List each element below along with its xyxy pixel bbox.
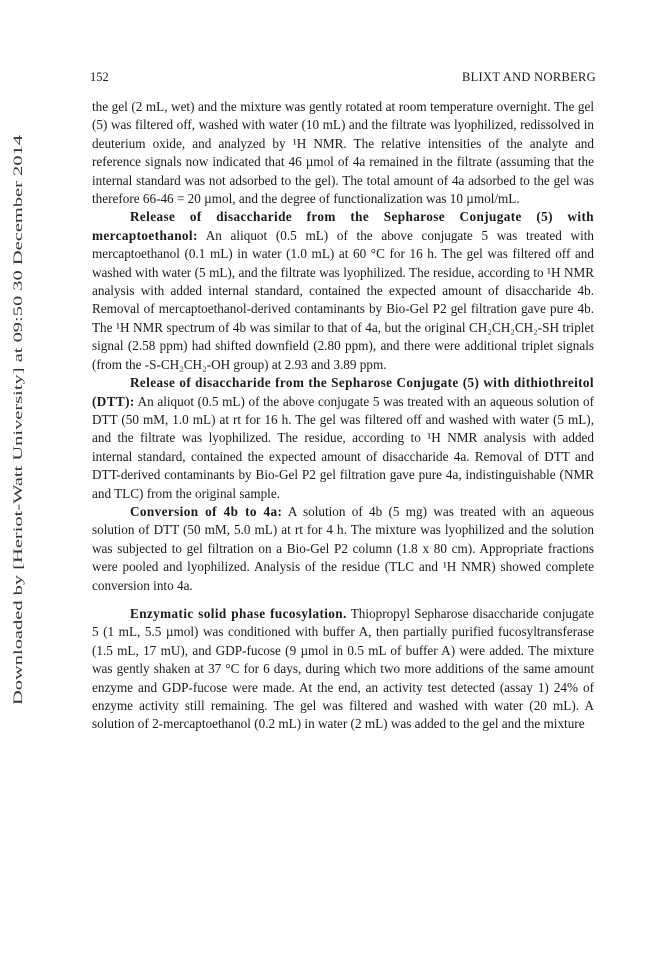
section-heading-dtt: Release of disaccharide from the Sepharose Conjugate (5) with dithiothreitol (DTT): xyxy=(92,375,594,409)
download-stamp-text: Downloaded by [Heriot-Watt University] at 09:50 30 December 2014 xyxy=(11,356,25,705)
page-number: 152 xyxy=(90,70,109,84)
paragraph-fucosylation xyxy=(92,605,594,734)
paragraph-continuation: the gel (2 mL, wet) and the mixture was gently rotated at room temperature overnight. The gel (5) was filtered off, washed with water (10 mL) and the filtrate was lyophilized, redissolved in deuterium oxide, and analyzed by ¹H NMR. The relative intensities of the analyte and reference signals now indicated that 46 µmol of 4a remained in the filtrate (assuming that the internal standard was not adsorbed to the gel). The total amount of 4a adsorbed to the gel was therefore 66-46 = 20 µmol, and the degree of functionalization was 10 µmol/mL. xyxy=(92,99,594,207)
paragraph-text: An aliquot (0.5 mL) of the above conjugate 5 was treated with an aqueous solution of DTT (50 mM, 1.0 mL) at rt for 16 h. The gel was filtered off and washed with water (5 mL), and the filtrate was lyophilized. The residue, according to ¹H NMR analysis with added internal standard, contained the expected amount of disaccharide 4a. Removal of DTT and DTT-derived contaminants by Bio-Gel P2 gel filtration gave pure 4a, indistinguishable (NMR and TLC) from the original sample. xyxy=(92,393,594,501)
paragraph-conversion xyxy=(92,503,594,595)
section-heading-conversion: Conversion of 4b to 4a: xyxy=(130,503,283,519)
paragraph-text: Thiopropyl Sepharose disaccharide conjugate 5 (1 mL, 5.5 µmol) was conditioned with buffer A, then partially purified fucosyltransferase (1.5 mL, 17 mU), and GDP-fucose (9 µmol in 0.5 mL of buffer A) were added. The mixture was gently shaken at 37 °C for 6 days, during which two more additions of the same amount enzyme and GDP-fucose were made. At the end, an activity test detected (assay 1) 24% of enzyme activity still remaining. The gel was filtered and washed with water (20 mL). A solution of 2-mercaptoethanol (0.2 mL) in water (2 mL) was added to the gel and the mixture xyxy=(92,605,594,732)
download-stamp xyxy=(4,130,32,710)
section-heading-mercaptoethanol: Release of disaccharide from the Sepharose Conjugate (5) with mercaptoethanol: xyxy=(92,209,594,243)
paragraph-mercaptoethanol-release xyxy=(92,208,594,374)
paragraph-dtt-release xyxy=(92,374,594,503)
paragraph-text: An aliquot (0.5 mL) of the above conjugate 5 was treated with mercaptoethanol (0.1 mL) in water (1.0 mL) at 60 °C for 16 h. The gel was filtered off and washed with water (5 mL), and the filtrate was lyophilized. The residue, according to ¹H NMR analysis with added internal standard, contained the expected amount of disaccharide 4b. Removal of mercaptoethanol-derived contaminants by Bio-Gel P2 gel filtration gave pure 4b. The ¹H NMR spectrum of 4b was similar to that of 4a, but the original CH₂CH₂CH₂-SH triplet signal (2.58 ppm) had shifted downfield (2.80 ppm), and there were additional triplet signals (from the -S-CH₂CH₂-OH group) at 2.93 and 3.89 ppm. xyxy=(92,227,594,372)
paragraph-text: A solution of 4b (5 mg) was treated with an aqueous solution of DTT (50 mM, 5.0 mL) at rt for 4 h. The mixture was lyophilized and the solution was subjected to gel filtration on a Bio-Gel P2 column (1.8 x 80 cm). Appropriate fractions were pooled and lyophilized. Analysis of the residue (TLC and ¹H NMR) showed complete conversion into 4a. xyxy=(92,503,594,593)
running-head: BLIXT AND NORBERG xyxy=(461,70,596,84)
article-body xyxy=(92,98,594,734)
section-heading-fucosylation: Enzymatic solid phase fucosylation. xyxy=(130,605,347,621)
